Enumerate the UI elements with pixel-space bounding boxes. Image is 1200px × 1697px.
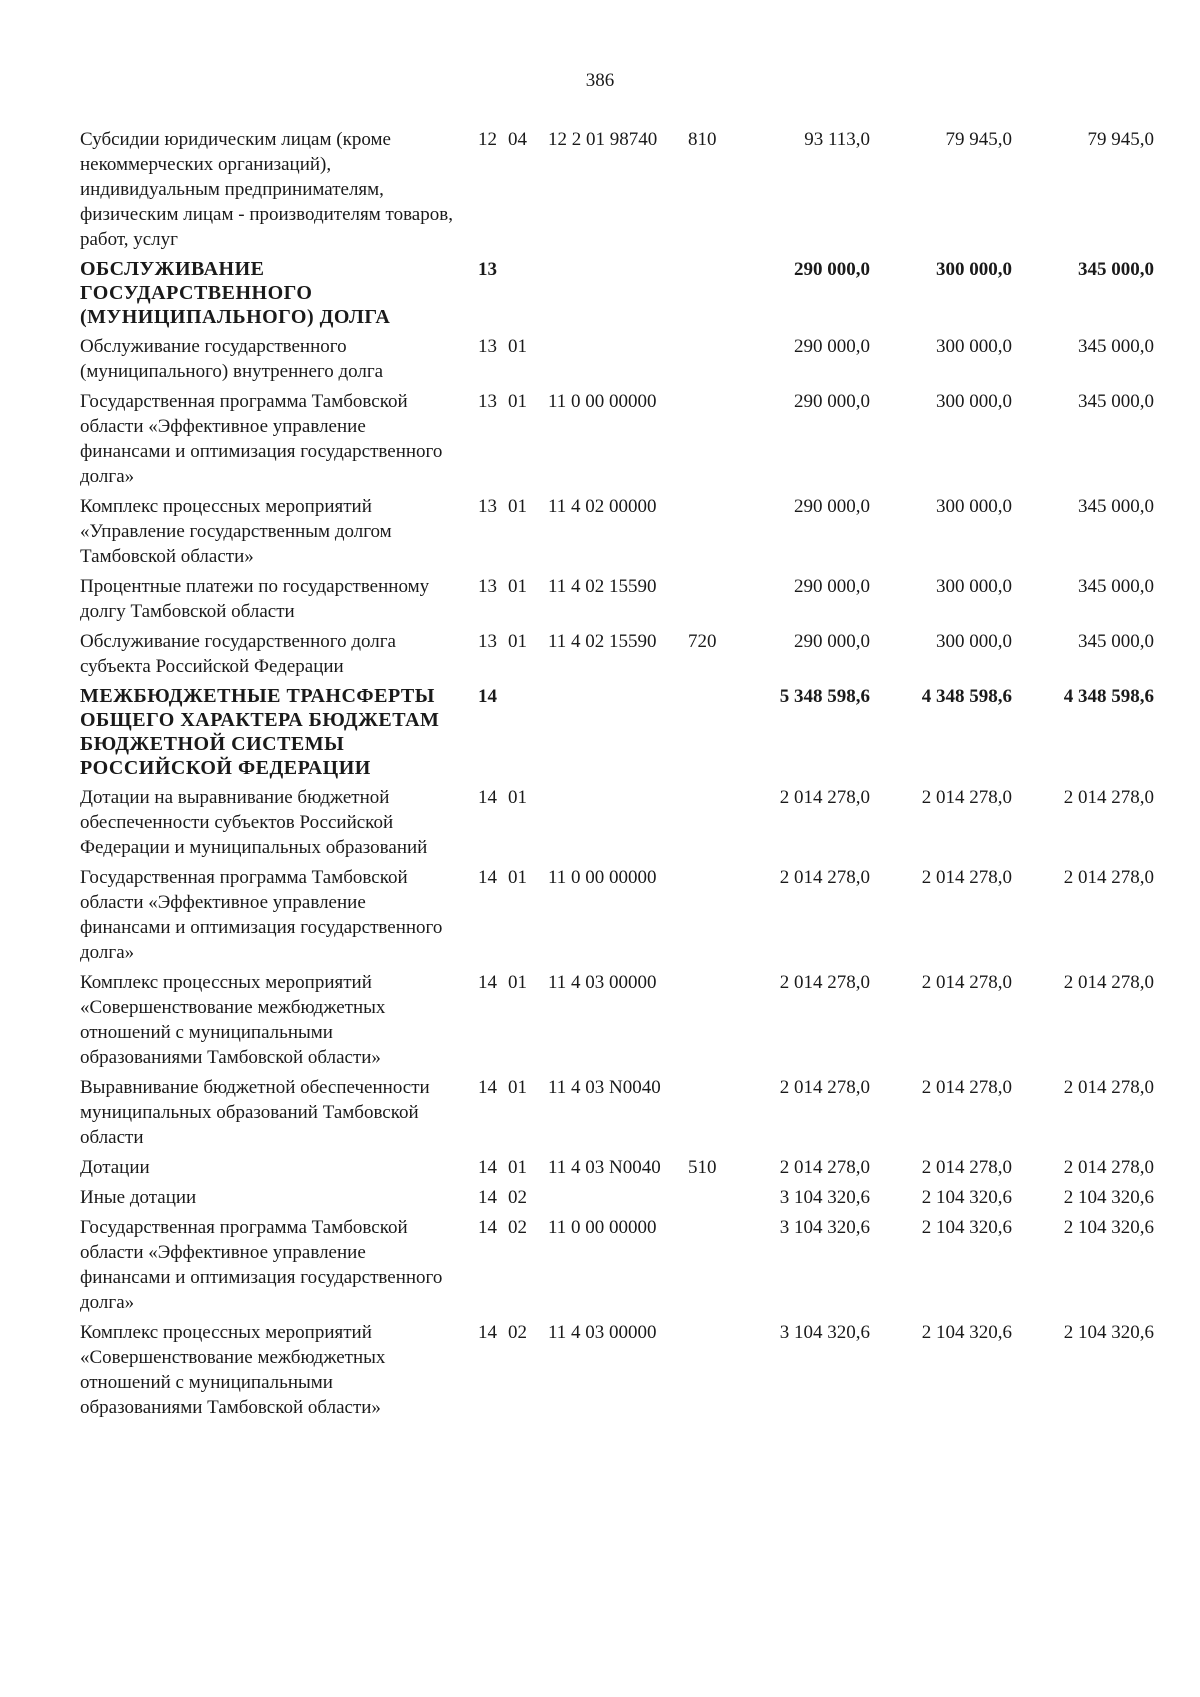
- table-row: [80, 574, 1180, 624]
- row-amount-2: 2 014 278,0: [921, 972, 1012, 993]
- row-name: Государственная программа Тамбовской области «Эффективное управление финансами и оптимизация государственного долга»: [80, 391, 443, 487]
- row-amount-2: 300 000,0: [936, 496, 1012, 517]
- row-amount-3: 2 014 278,0: [1063, 867, 1154, 888]
- row-name: Дотации: [80, 1157, 150, 1178]
- row-target-article: 11 0 00 00000: [548, 867, 657, 888]
- row-amount-3: 345 000,0: [1078, 336, 1154, 357]
- row-amount-1: 2 014 278,0: [779, 1157, 870, 1178]
- row-name: Обслуживание государственного (муниципального) внутреннего долга: [80, 336, 384, 382]
- table-row: [80, 629, 1180, 679]
- row-subsection-code: 01: [508, 391, 527, 412]
- row-target-article: 11 4 02 15590: [548, 576, 657, 597]
- row-amount-3: 345 000,0: [1078, 391, 1154, 412]
- table-row: [80, 785, 1180, 860]
- row-name: Выравнивание бюджетной обеспеченности муниципальных образований Тамбовской области: [80, 1077, 430, 1148]
- row-subsection-code: 01: [508, 496, 527, 517]
- row-section-code: 13: [478, 391, 497, 412]
- row-name: Дотации на выравнивание бюджетной обеспеченности субъектов Российской Федерации и муниципальных образований: [80, 787, 428, 858]
- row-target-article: 11 0 00 00000: [548, 391, 657, 412]
- budget-table: [80, 127, 1180, 1425]
- table-row: [80, 494, 1180, 569]
- row-amount-2: 2 014 278,0: [921, 1077, 1012, 1098]
- row-section-code: 13: [478, 631, 497, 652]
- row-amount-2: 2 014 278,0: [921, 1157, 1012, 1178]
- row-amount-3: 2 104 320,6: [1063, 1322, 1154, 1343]
- row-amount-2: 2 104 320,6: [921, 1217, 1012, 1238]
- row-subsection-code: 01: [508, 867, 527, 888]
- row-target-article: 11 0 00 00000: [548, 1217, 657, 1238]
- row-amount-1: 3 104 320,6: [779, 1322, 870, 1343]
- row-section-code: 14: [478, 1187, 497, 1208]
- row-name: Комплекс процессных мероприятий «Совершенствование межбюджетных отношений с муниципальными образованиями Тамбовской области»: [80, 1322, 386, 1418]
- row-amount-2: 79 945,0: [945, 129, 1012, 150]
- row-amount-2: 300 000,0: [936, 576, 1012, 597]
- row-amount-3: 2 014 278,0: [1063, 787, 1154, 808]
- row-subsection-code: 01: [508, 576, 527, 597]
- row-section-code: 13: [478, 336, 497, 357]
- row-amount-3: 345 000,0: [1078, 576, 1154, 597]
- row-amount-1: 93 113,0: [804, 129, 870, 150]
- row-name: Иные дотации: [80, 1187, 197, 1208]
- row-target-article: 11 4 03 N0040: [548, 1157, 661, 1178]
- row-amount-3: 345 000,0: [1078, 631, 1154, 652]
- row-section-code: 13: [478, 496, 497, 517]
- table-row: [80, 127, 1180, 252]
- row-amount-3: 2 014 278,0: [1063, 1157, 1154, 1178]
- row-amount-1: 290 000,0: [794, 496, 870, 517]
- row-amount-1: 3 104 320,6: [779, 1217, 870, 1238]
- row-name: МЕЖБЮДЖЕТНЫЕ ТРАНСФЕРТЫ ОБЩЕГО ХАРАКТЕРА БЮДЖЕТАМ БЮДЖЕТНОЙ СИСТЕМЫ РОССИЙСКОЙ ФЕДЕРАЦИИ: [80, 685, 440, 779]
- row-amount-1: 3 104 320,6: [779, 1187, 870, 1208]
- table-row: [80, 334, 1180, 384]
- row-amount-2: 300 000,0: [936, 336, 1012, 357]
- row-subsection-code: 01: [508, 1077, 527, 1098]
- row-subsection-code: 04: [508, 129, 527, 150]
- row-subsection-code: 02: [508, 1322, 527, 1343]
- row-name: Субсидии юридическим лицам (кроме некоммерческих организаций), индивидуальным предпринимателям, физическим лицам - производителям товаров, работ, услуг: [80, 129, 453, 250]
- row-subsection-code: 01: [508, 631, 527, 652]
- row-subsection-code: 01: [508, 787, 527, 808]
- row-amount-1: 2 014 278,0: [779, 787, 870, 808]
- page-number: 386: [585, 70, 615, 91]
- row-amount-3: 79 945,0: [1087, 129, 1154, 150]
- row-section-code: 12: [478, 129, 497, 150]
- row-amount-3: 2 104 320,6: [1063, 1217, 1154, 1238]
- table-row: [80, 1215, 1180, 1315]
- row-name: Государственная программа Тамбовской области «Эффективное управление финансами и оптимизация государственного долга»: [80, 1217, 443, 1313]
- row-subsection-code: 02: [508, 1217, 527, 1238]
- row-amount-1: 2 014 278,0: [779, 972, 870, 993]
- row-amount-1: 2 014 278,0: [779, 867, 870, 888]
- row-amount-2: 300 000,0: [936, 631, 1012, 652]
- row-section-code: 14: [478, 972, 497, 993]
- row-section-code: 14: [478, 1217, 497, 1238]
- row-amount-3: 2 014 278,0: [1063, 1077, 1154, 1098]
- row-expense-type: 720: [688, 631, 717, 652]
- table-row: [80, 865, 1180, 965]
- table-row: [80, 970, 1180, 1070]
- table-row: [80, 1320, 1180, 1420]
- row-amount-2: 2 014 278,0: [921, 867, 1012, 888]
- row-subsection-code: 02: [508, 1187, 527, 1208]
- row-name: Комплекс процессных мероприятий «Совершенствование межбюджетных отношений с муниципальными образованиями Тамбовской области»: [80, 972, 386, 1068]
- row-amount-3: 345 000,0: [1078, 259, 1154, 280]
- row-section-code: 13: [478, 576, 497, 597]
- row-amount-3: 2 014 278,0: [1063, 972, 1154, 993]
- row-target-article: 11 4 03 00000: [548, 972, 657, 993]
- row-amount-2: 2 014 278,0: [921, 787, 1012, 808]
- row-amount-1: 290 000,0: [794, 631, 870, 652]
- row-amount-2: 2 104 320,6: [921, 1187, 1012, 1208]
- table-row: [80, 684, 1180, 780]
- row-target-article: 11 4 03 00000: [548, 1322, 657, 1343]
- row-subsection-code: 01: [508, 336, 527, 357]
- row-amount-3: 2 104 320,6: [1063, 1187, 1154, 1208]
- row-amount-2: 300 000,0: [936, 391, 1012, 412]
- row-amount-2: 4 348 598,6: [921, 686, 1012, 707]
- row-section-code: 14: [478, 867, 497, 888]
- row-name: Процентные платежи по государственному долгу Тамбовской области: [80, 576, 430, 622]
- row-subsection-code: 01: [508, 1157, 527, 1178]
- row-name: Обслуживание государственного долга субъекта Российской Федерации: [80, 631, 396, 677]
- table-row: [80, 389, 1180, 489]
- row-amount-1: 2 014 278,0: [779, 1077, 870, 1098]
- row-expense-type: 510: [688, 1157, 717, 1178]
- row-name: Государственная программа Тамбовской области «Эффективное управление финансами и оптимизация государственного долга»: [80, 867, 443, 963]
- row-section-code: 14: [478, 1077, 497, 1098]
- row-amount-1: 290 000,0: [794, 259, 870, 280]
- row-section-code: 13: [478, 259, 497, 280]
- row-section-code: 14: [478, 1322, 497, 1343]
- table-row: [80, 1155, 1180, 1180]
- row-target-article: 11 4 02 00000: [548, 496, 657, 517]
- row-target-article: 12 2 01 98740: [548, 129, 658, 150]
- row-target-article: 11 4 03 N0040: [548, 1077, 661, 1098]
- row-amount-3: 345 000,0: [1078, 496, 1154, 517]
- row-amount-2: 300 000,0: [936, 259, 1012, 280]
- row-name: ОБСЛУЖИВАНИЕ ГОСУДАРСТВЕННОГО (МУНИЦИПАЛЬНОГО) ДОЛГА: [80, 258, 391, 328]
- row-section-code: 14: [478, 787, 497, 808]
- table-row: [80, 257, 1180, 329]
- row-amount-1: 290 000,0: [794, 336, 870, 357]
- row-amount-1: 5 348 598,6: [779, 686, 870, 707]
- row-amount-2: 2 104 320,6: [921, 1322, 1012, 1343]
- row-section-code: 14: [478, 1157, 497, 1178]
- row-section-code: 14: [478, 686, 497, 707]
- table-row: [80, 1075, 1180, 1150]
- row-amount-1: 290 000,0: [794, 576, 870, 597]
- table-row: [80, 1185, 1180, 1210]
- row-expense-type: 810: [688, 129, 717, 150]
- row-amount-1: 290 000,0: [794, 391, 870, 412]
- row-name: Комплекс процессных мероприятий «Управление государственным долгом Тамбовской области»: [80, 496, 392, 567]
- row-subsection-code: 01: [508, 972, 527, 993]
- row-target-article: 11 4 02 15590: [548, 631, 657, 652]
- row-amount-3: 4 348 598,6: [1063, 686, 1154, 707]
